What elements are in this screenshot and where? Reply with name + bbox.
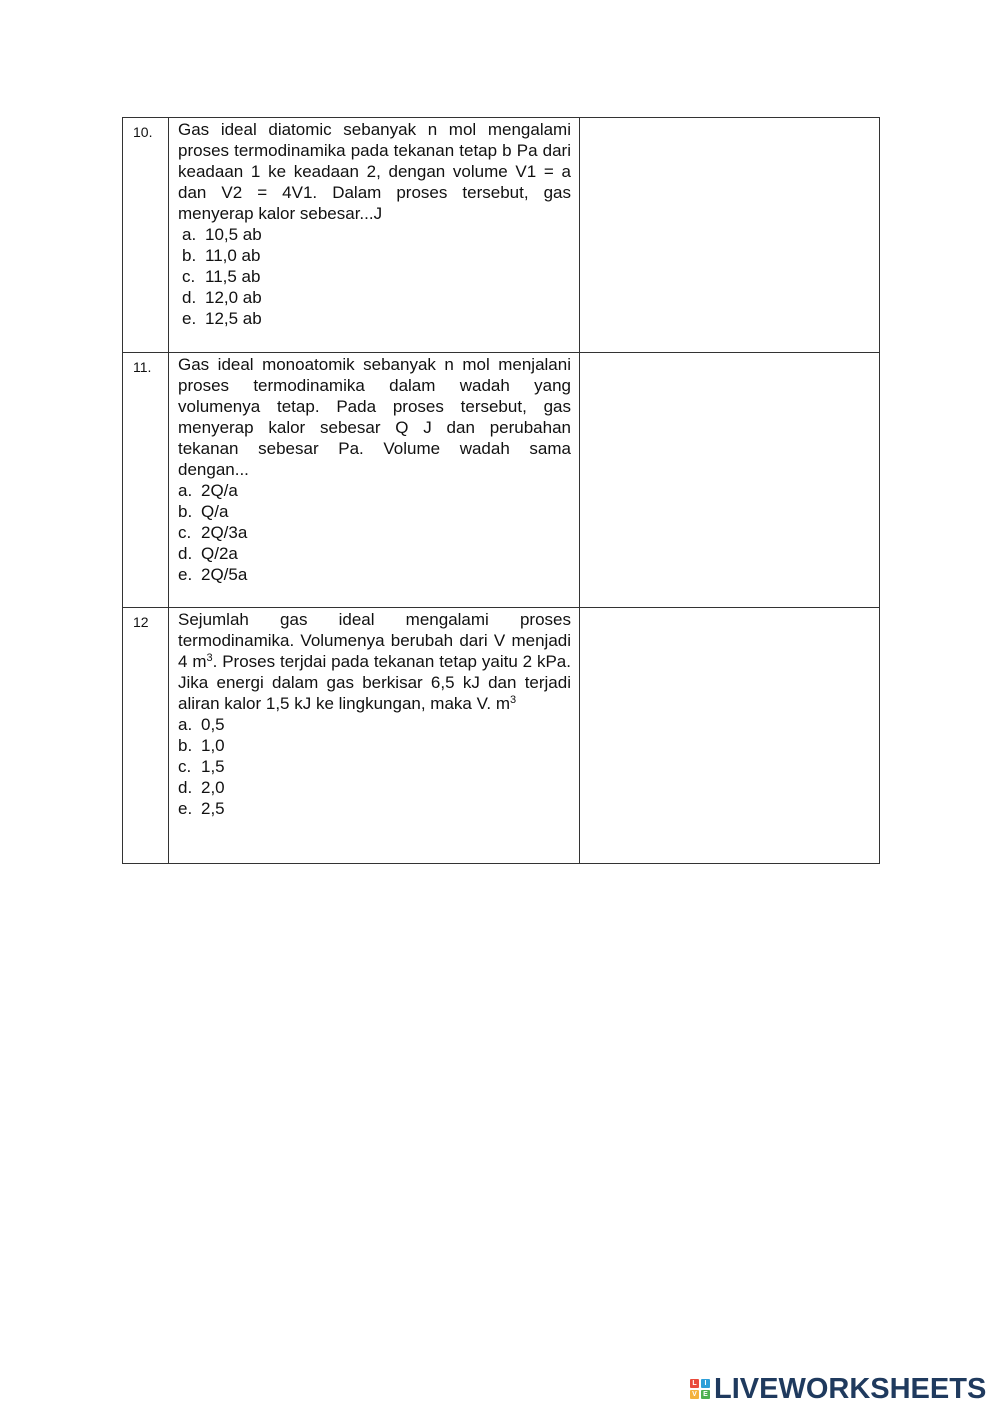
- logo-tile: L: [690, 1379, 699, 1388]
- option-text: 2Q/5a: [201, 565, 248, 584]
- question-number: 11.: [123, 353, 169, 608]
- logo-tile: I: [701, 1379, 710, 1388]
- liveworksheets-logo-icon: [690, 1379, 710, 1399]
- stem-text: Sejumlah gas ideal mengalami proses termodinamika. Volumenya berubah dari V menjadi 4 m: [178, 610, 571, 671]
- question-row: [123, 608, 880, 864]
- answer-cell[interactable]: [580, 118, 880, 353]
- option-letter: a.: [178, 715, 193, 734]
- option-c: [178, 522, 571, 543]
- option-a: [178, 714, 571, 735]
- option-e: [182, 308, 571, 329]
- option-b: [178, 501, 571, 522]
- option-letter: b.: [178, 736, 193, 755]
- option-letter: e.: [178, 565, 193, 584]
- question-stem: Gas ideal diatomic sebanyak n mol mengalami proses termodinamika pada tekanan tetap b Pa dari keadaan 1 ke keadaan 2, dengan volume V1 = a dan V2 = 4V1. Dalam proses tersebut, gas menyerap kalor sebesar...J: [178, 120, 571, 223]
- option-text: 11,5 ab: [205, 267, 261, 286]
- option-letter: d.: [182, 288, 197, 307]
- option-a: [182, 224, 571, 245]
- brand-text: LIVEWORKSHEETS: [714, 1372, 987, 1405]
- question-cell: [169, 353, 580, 608]
- answer-cell[interactable]: [580, 353, 880, 608]
- stem-text: . Proses terjdai pada tekanan tetap yaitu 2 kPa. Jika energi dalam gas berkisar 6,5 kJ dan terjadi aliran kalor 1,5 kJ ke lingkungan, maka V. m: [178, 652, 571, 713]
- options-list: [178, 480, 571, 585]
- option-d: [178, 777, 571, 798]
- question-stem: [178, 609, 571, 714]
- option-letter: c.: [182, 267, 196, 286]
- option-text: 2,5: [201, 799, 225, 818]
- option-text: 1,0: [201, 736, 225, 755]
- option-letter: a.: [182, 225, 197, 244]
- question-cell: [169, 608, 580, 864]
- option-b: [178, 735, 571, 756]
- option-text: 10,5 ab: [205, 225, 262, 244]
- option-text: 2Q/3a: [201, 523, 248, 542]
- option-letter: c.: [178, 523, 192, 542]
- option-c: [182, 266, 571, 287]
- option-letter: c.: [178, 757, 192, 776]
- question-number: 10.: [123, 118, 169, 353]
- option-letter: d.: [178, 778, 193, 797]
- option-text: 2,0: [201, 778, 225, 797]
- option-a: [178, 480, 571, 501]
- answer-cell[interactable]: [580, 608, 880, 864]
- option-text: 1,5: [201, 757, 225, 776]
- logo-tile: E: [701, 1390, 710, 1399]
- option-d: [182, 287, 571, 308]
- option-text: 0,5: [201, 715, 225, 734]
- option-text: 12,5 ab: [205, 309, 262, 328]
- option-text: 11,0 ab: [205, 246, 261, 265]
- question-row: [123, 353, 880, 608]
- option-text: Q/2a: [201, 544, 238, 563]
- option-letter: b.: [178, 502, 193, 521]
- option-b: [182, 245, 571, 266]
- logo-tile: V: [690, 1390, 699, 1399]
- question-number: 12: [123, 608, 169, 864]
- superscript: 3: [510, 694, 517, 706]
- question-stem: Gas ideal monoatomik sebanyak n mol menjalani proses termodinamika dalam wadah yang volumenya tetap. Pada proses tersebut, gas menyerap kalor sebesar Q J dan perubahan tekanan sebesar Pa. Volume wadah sama dengan...: [178, 355, 571, 479]
- option-letter: e.: [182, 309, 197, 328]
- option-letter: e.: [178, 799, 193, 818]
- option-e: [178, 798, 571, 819]
- option-letter: d.: [178, 544, 193, 563]
- liveworksheets-brand[interactable]: [690, 1373, 986, 1405]
- option-d: [178, 543, 571, 564]
- question-row: [123, 118, 880, 353]
- option-e: [178, 564, 571, 585]
- option-c: [178, 756, 571, 777]
- option-text: 2Q/a: [201, 481, 238, 500]
- option-text: Q/a: [201, 502, 229, 521]
- option-letter: a.: [178, 481, 193, 500]
- options-list: [178, 714, 571, 819]
- option-letter: b.: [182, 246, 197, 265]
- options-list: [178, 224, 571, 329]
- question-cell: [169, 118, 580, 353]
- question-table: [122, 117, 880, 864]
- option-text: 12,0 ab: [205, 288, 262, 307]
- superscript: 3: [206, 652, 213, 664]
